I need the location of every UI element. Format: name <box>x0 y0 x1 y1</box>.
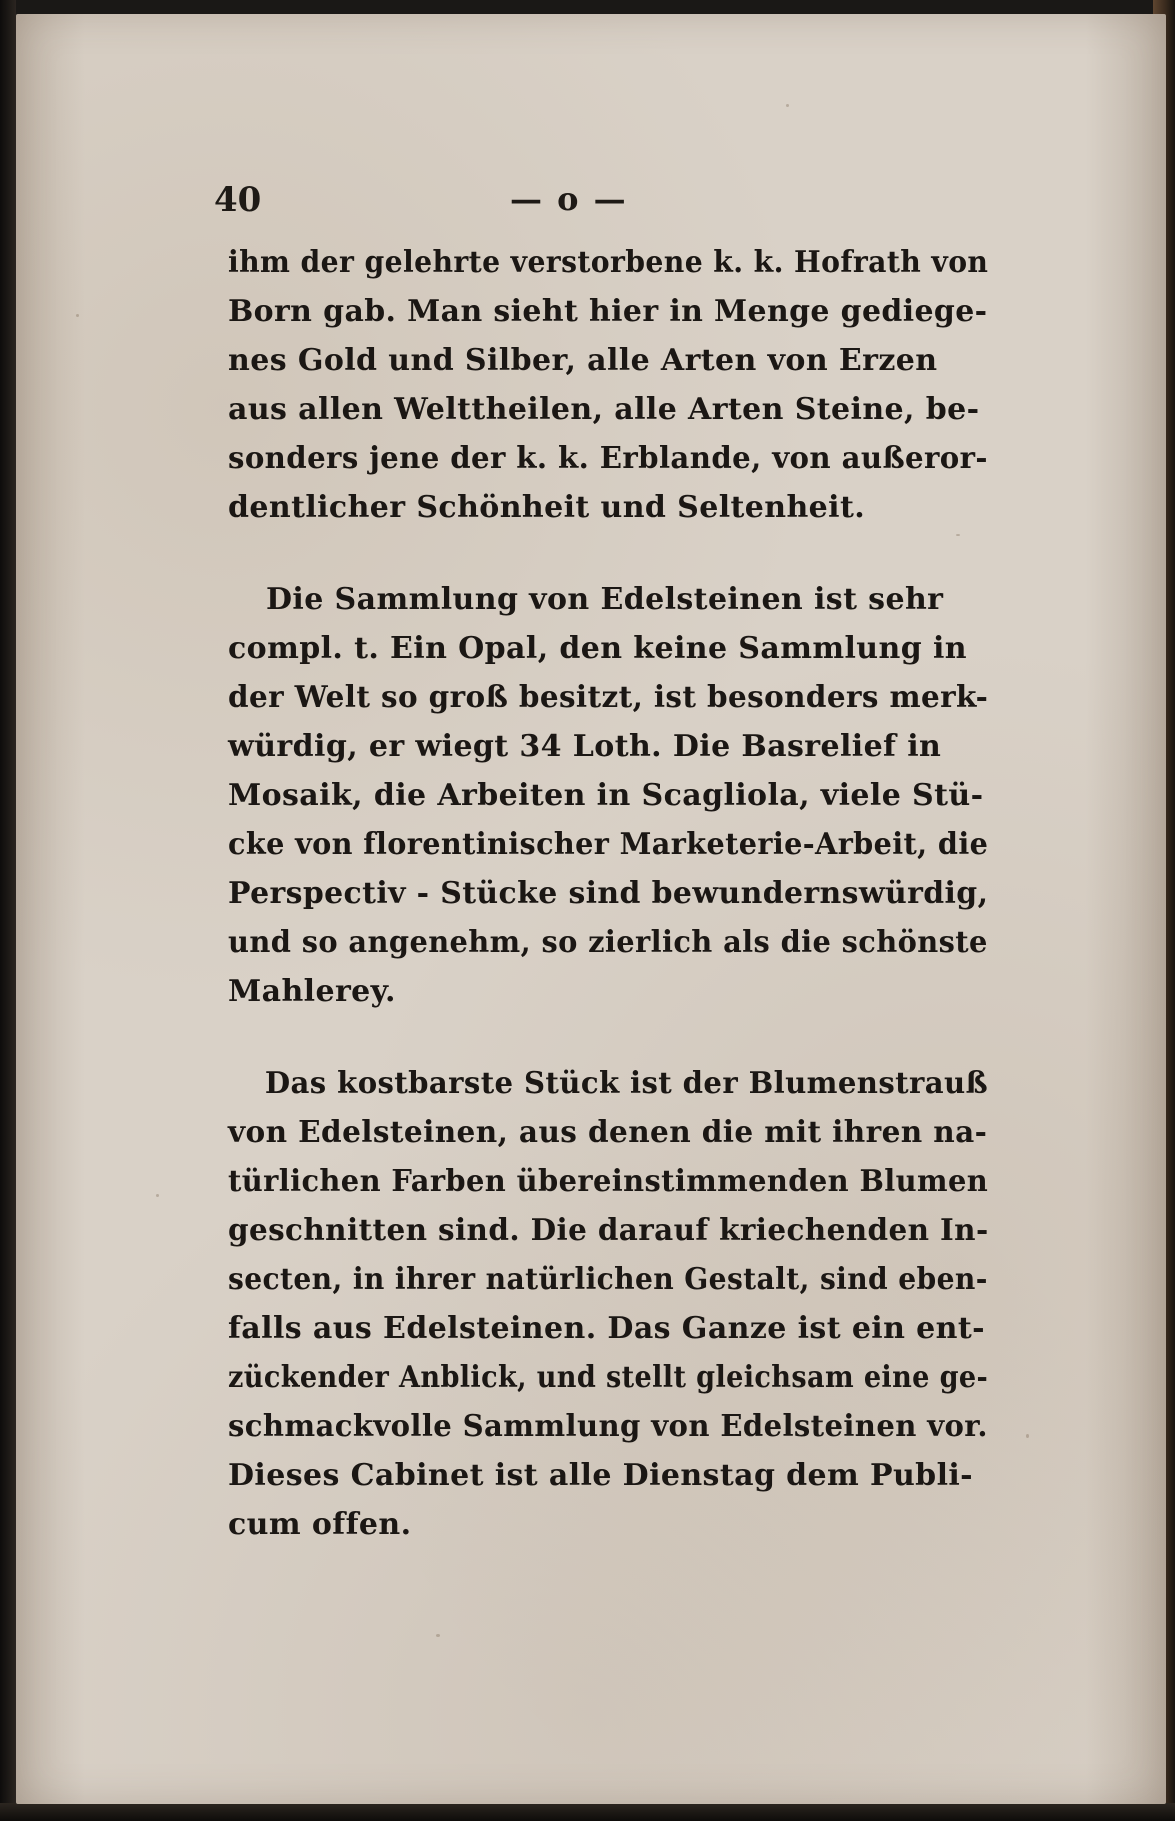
paper-speck <box>1026 1434 1029 1438</box>
text-line: cke von florentinischer Marketerie-Arbeit, die <box>228 827 989 862</box>
paragraph-1 <box>228 238 988 532</box>
text-line: Born gab. Man sieht hier in Menge gediege- <box>228 294 988 329</box>
book-edge-bottom <box>0 1803 1175 1821</box>
text-line: nes Gold und Silber, alle Arten von Erzen <box>228 343 938 378</box>
text-line: ihm der gelehrte verstorbene k. k. Hofrath von <box>228 245 989 280</box>
paper-speck <box>436 1634 440 1637</box>
body-text <box>228 238 988 1592</box>
running-head <box>198 178 898 228</box>
text-line: aus allen Welttheilen, alle Arten Steine, be- <box>228 392 980 427</box>
text-line: Mosaik, die Arbeiten in Scagliola, viele Stü- <box>228 778 984 813</box>
text-line: compl. t. Ein Opal, den keine Sammlung in <box>228 631 967 666</box>
text-line: secten, in ihrer natürlichen Gestalt, sind eben- <box>228 1262 988 1297</box>
text-line: türlichen Farben übereinstimmenden Blumen <box>228 1164 989 1199</box>
header-ornament: — o — <box>510 180 628 218</box>
text-line: und so angenehm, so zierlich als die schönste <box>228 925 988 960</box>
text-line: Mahlerey. <box>228 974 396 1009</box>
paper-speck <box>156 1194 159 1197</box>
text-line: Perspectiv - Stücke sind bewundernswürdig, <box>228 876 989 911</box>
text-line: Die Sammlung von Edelsteinen ist sehr <box>266 582 944 617</box>
text-line: zückender Anblick, und stellt gleichsam eine ge- <box>228 1360 989 1395</box>
text-line: sonders jene der k. k. Erblande, von außeror- <box>228 441 988 476</box>
paper-speck <box>76 314 79 317</box>
text-line: cum offen. <box>228 1507 412 1542</box>
paragraph-3 <box>228 1059 988 1549</box>
text-line: der Welt so groß besitzt, ist besonders merk- <box>228 680 989 715</box>
book-binding-left <box>0 0 16 1821</box>
text-line: von Edelsteinen, aus denen die mit ihren na- <box>228 1115 988 1150</box>
text-line: schmackvolle Sammlung von Edelsteinen vor. <box>228 1409 988 1444</box>
paper-speck <box>786 104 789 107</box>
page-number: 40 <box>214 180 262 220</box>
text-line: dentlicher Schönheit und Seltenheit. <box>228 490 866 525</box>
text-line: würdig, er wiegt 34 Loth. Die Basrelief in <box>228 729 942 764</box>
text-line: falls aus Edelsteinen. Das Ganze ist ein ent- <box>228 1311 985 1346</box>
text-line: Das kostbarste Stück ist der Blumenstrauß <box>264 1066 989 1101</box>
text-line: geschnitten sind. Die darauf kriechenden In- <box>228 1213 989 1248</box>
paragraph-2 <box>228 575 988 1016</box>
text-line: Dieses Cabinet ist alle Dienstag dem Publi- <box>228 1458 974 1493</box>
